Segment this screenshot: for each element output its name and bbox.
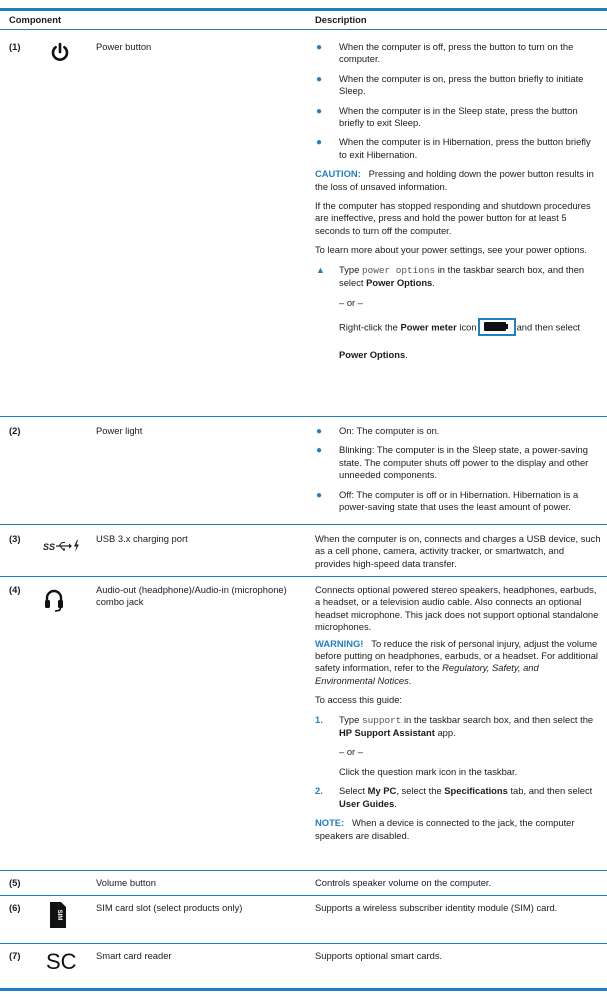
row-rule — [0, 943, 607, 944]
usb-charging-icon — [43, 539, 83, 556]
list-item: ● On: The computer is on. — [316, 425, 440, 437]
row-rule — [0, 576, 607, 577]
component-description — [315, 41, 601, 368]
paragraph: To access this guide: — [315, 694, 403, 706]
row-number: (2) — [9, 425, 21, 436]
component-description: When the computer is on, connects and charges a USB device, such as a cell phone, camera, activity tracker, or smartwatch, and provides high-speed data transfer. — [315, 533, 601, 569]
list-item: ● When the computer is off, press the button to turn on the computer. — [316, 41, 574, 65]
step-item: ▲ Type power options in the taskbar search box, and then select Power Options. — [316, 263, 585, 289]
bullet-icon: ● — [316, 489, 323, 501]
headphone-icon — [44, 588, 64, 615]
bullet-icon: ● — [316, 42, 323, 53]
component-name: Volume button — [96, 877, 156, 888]
list-item: ● When the computer is on, press the button briefly to initiate Sleep. — [316, 72, 584, 97]
triangle-bullet-icon: ▲ — [316, 264, 325, 275]
power-meter-icon — [478, 318, 516, 336]
component-description: Supports a wireless subscriber identity module (SIM) card. — [315, 902, 558, 913]
warning-note: WARNING! To reduce the risk of personal injury, adjust the volume before putting on headphones, earbuds, or a headset. For additional safety information, refer to the Regulatory, Safety, and Environmental Notices. — [315, 637, 599, 686]
bullet-icon: ● — [316, 137, 323, 149]
or-separator: – or – — [339, 296, 363, 308]
row-rule — [0, 870, 607, 871]
row-number: (3) — [9, 533, 21, 544]
component-name: USB 3.x charging port — [96, 533, 188, 544]
component-name: Audio-out (headphone)/Audio-in (microphone) combo jack — [96, 584, 287, 608]
paragraph: If the computer has stopped responding and shutdown procedures are ineffective, press and hold the power button for at least 5 seconds to turn off the computer. — [315, 200, 591, 236]
component-description: Supports optional smart cards. — [315, 950, 443, 961]
step-item: 1. Type support in the taskbar search box, and then select the HP Support Assistant app. — [315, 713, 594, 739]
right-click-instruction: Right-click the Power meter icon and then select — [315, 319, 601, 337]
caution-note: CAUTION: Pressing and holding down the power button results in the loss of unsaved information. — [315, 168, 594, 192]
row-number: (6) — [9, 902, 21, 913]
component-description — [315, 425, 601, 520]
smart-card-icon: SC — [46, 949, 77, 974]
component-description — [315, 584, 601, 849]
component-name: Smart card reader — [96, 950, 172, 961]
row-number: (1) — [9, 41, 21, 52]
row-rule — [0, 524, 607, 525]
table-top-rule — [0, 8, 607, 11]
bullet-icon: ● — [316, 105, 323, 117]
power-icon — [49, 41, 71, 66]
step-item: 2. Select My PC, select the Specifications tab, and then select User Guides. — [315, 785, 593, 809]
component-name: SIM card slot (select products only) — [96, 902, 243, 913]
bullet-icon: ● — [316, 426, 323, 437]
component-name: Power button — [96, 41, 152, 52]
list-item: ● When the computer is in Hibernation, press the button briefly to exit Hibernation. — [316, 136, 591, 160]
sim-icon-text: SIM — [56, 909, 62, 921]
bullet-icon: ● — [316, 445, 323, 457]
table-bottom-rule — [0, 988, 607, 991]
row-number: (4) — [9, 584, 21, 595]
bullet-icon: ● — [316, 73, 323, 85]
header-component: Component — [9, 14, 62, 25]
row-number: (7) — [9, 950, 21, 961]
component-description: Controls speaker volume on the computer. — [315, 877, 492, 888]
paragraph: Connects optional powered stereo speakers, headphones, earbuds, a headset, or a television audio cable. Also connects an optional headset microphone. This jack does not support optional standalone microphones. — [315, 584, 599, 633]
sim-card-icon — [50, 902, 66, 931]
row-number: (5) — [9, 877, 21, 888]
note: NOTE: When a device is connected to the jack, the computer speakers are disabled. — [315, 817, 575, 841]
paragraph: Click the question mark icon in the taskbar. — [339, 765, 518, 777]
header-rule — [0, 29, 607, 30]
row-rule — [0, 416, 607, 417]
svg-text:SS: SS — [43, 542, 56, 552]
paragraph: To learn more about your power settings, see your power options. — [315, 244, 588, 256]
list-item: ● Blinking: The computer is in the Sleep state, a power-saving state. The computer shuts off power to the display and other unneeded components. — [316, 444, 589, 481]
header-description: Description — [315, 14, 367, 25]
list-item: ● When the computer is in the Sleep state, press the button briefly to exit Sleep. — [316, 104, 578, 129]
right-click-final: Power Options. — [339, 348, 408, 360]
list-item: ● Off: The computer is off or in Hibernation. Hibernation is a power-saving state that uses the least amount of power. — [316, 488, 579, 513]
component-name: Power light — [96, 425, 143, 436]
row-rule — [0, 895, 607, 896]
or-separator: – or – — [339, 746, 363, 758]
